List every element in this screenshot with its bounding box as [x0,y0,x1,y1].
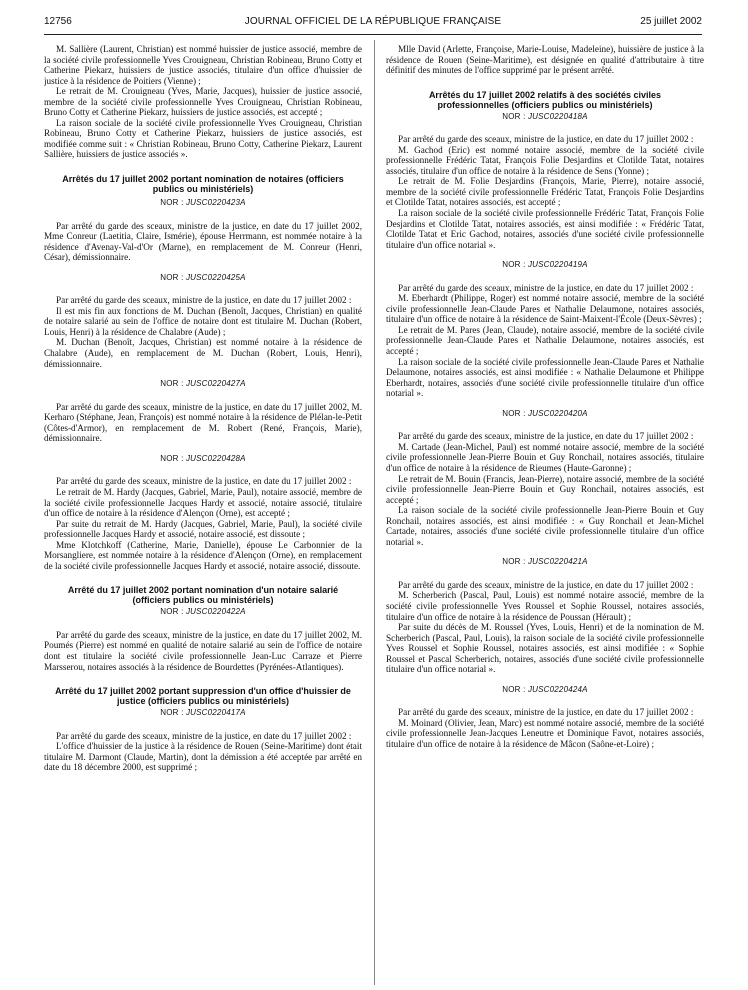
paragraph: Par suite du décès de M. Roussel (Yves, Louis, Henri) et de la nomination de M. Scherberich (Pascal, Paul, Louis), la raison sociale de la société civile professionnelle Yves Roussel et Sophie Roussel, notaires associés, est ainsi modifiée : « Sophie Roussel et Pascal Scherberich, notaires, associés d'une société civile professionnelle titulaire d'un office notarial ». [386,622,704,675]
nor-code: JUSC0220418A [527,111,588,121]
paragraph: M. Eberhardt (Philippe, Roger) est nommé notaire associé, membre de la société civile professionnelle Jean-Claude Pares et Nathalie Delaumone, notaires associés, titulaire d'un office de notaire à la résidence de Saint-Maixent-l'École (Deux-Sèvres) ; [386,293,704,325]
paragraph: Par arrêté du garde des sceaux, ministre de la justice, en date du 17 juillet 2002 : [398,707,694,718]
nor-code: JUSC0220420A [527,408,588,418]
nor-label: NOR : [160,607,184,617]
nor-label: NOR : [160,453,184,463]
nor-code: JUSC0220428A [185,453,246,463]
nor-code: JUSC0220421A [527,557,588,567]
nor-code: JUSC0220427A [185,379,246,389]
nor-code: JUSC0220417A [185,708,246,718]
nor-reference [386,409,704,420]
paragraph: La raison sociale de la société civile professionnelle Jean-Claude Pares et Nathalie Delaumone, notaires associés, est ainsi modifiée : « Nathalie Delaumone et Philippe Eberhardt, notaires, associés d'une société civile professionnelle titulaire d'un office notarial ». [386,356,704,399]
paragraph: La raison sociale de la société civile professionnelle Frédéric Tatat, François Folie Desjardins et Clotilde Tatat, notaires associés, est ainsi modifiée : « Frédéric Tatat, Clotilde Tatat et Eric Gachod, notaires, associés d'une société civile professionnelle titulaire d'un office notarial ». [386,208,704,250]
paragraph: M. Duchan (Benoît, Jacques, Christian) est nommé notaire à la résidence de Chalabre (Aude), en remplacement de M. Duchan (Robert, Louis, Henri), démissionnaire. [44,337,362,369]
nor-reference [386,260,704,271]
paragraph: Le retrait de M. Pares (Jean, Claude), notaire associé, membre de la société civile professionnelle Jean-Claude Pares et Nathalie Delaumone, notaires associés, est accepté ; [386,324,704,357]
paragraph: Par arrêté du garde des sceaux, ministre de la justice, en date du 17 juillet 2002 : [398,431,694,442]
nor-label: NOR : [160,379,184,389]
nor-label: NOR : [160,272,184,282]
paragraph: M. Cartade (Jean-Michel, Paul) est nommé notaire associé, membre de la société civile professionnelle Jean-Pierre Bouin et Guy Ronchail, notaires associés, titulaire d'un office de notaire à la résidence de Rieumes (Haute-Garonne) ; [386,441,704,473]
section-title: Arrêtés du 17 juillet 2002 relatifs à des sociétés civiles professionnelles (officiers publics ou ministériels) [428,89,662,110]
paragraph: La raison sociale de la société civile professionnelle Yves Crouigneau, Christian Robineau, Bruno Cotty et Catherine Piekarz, huissiers de justice associés, est modifiée comme suit : « Christian Robineau, Bruno Cotty, Catherine Piekarz, Laurent Sallière, huissiers de justice associés ». [44,117,362,160]
paragraph: Par arrêté du garde des sceaux, ministre de la justice, en date du 17 juillet 2002, Mme Conreur (Laetitia, Claire, Ismérie), épouse Herrmann, est nommée notaire à la résidence d'Avenay-Val-d'Or (Marne), en remplacement de M. Conreur (Henri, César), démissionnaire. [44,220,362,263]
nor-label: NOR : [502,111,526,121]
right-column [386,44,704,984]
nor-reference [386,557,704,568]
paragraph: M. Sallière (Laurent, Christian) est nommé huissier de justice associé, membre de la société civile professionnelle Yves Crouigneau, Christian Robineau, Bruno Cotty et Catherine Piekarz, huissiers de justice associés, titulaire d'un office d'huissier de justice à la résidence de Poitiers (Vienne) ; [44,44,362,86]
nor-reference [44,198,362,209]
nor-code: JUSC0220422A [185,607,246,617]
nor-code: JUSC0220424A [527,684,588,694]
nor-code: JUSC0220419A [527,260,588,270]
left-column [44,44,362,984]
nor-reference [44,607,362,618]
paragraph: La raison sociale de la société civile professionnelle Jean-Pierre Bouin et Guy Ronchail, notaires associés, est ainsi modifiée : « Guy Ronchail et Jean-Michel Cartade, notaires, associés d'une société civile professionnelle titulaire d'un office notarial ». [386,505,704,547]
paragraph: L'office d'huissier de la justice à la résidence de Rouen (Seine-Maritime) dont était titulaire M. Darmont (Claude, Martin), dont la démission a été acceptée par arrêté en date du 18 décembre 2000, est supprimé ; [44,741,362,773]
paragraph: Il est mis fin aux fonctions de M. Duchan (Benoît, Jacques, Christian) en qualité de notaire salarié au sein de l'office de notaire dont est titulaire M. Duchan (Robert, Louis, Henri) à la résidence de Chalabre (Aude) ; [44,305,362,337]
paragraph: Par arrêté du garde des sceaux, ministre de la justice, en date du 17 juillet 2002, M. Kerharo (Stéphane, Jean, François) est nommé notaire à la résidence de Plélan-le-Petit (Côtes-d'Armor), en remplacement de M. Robert (René, François, Marie), démissionnaire. [44,401,362,444]
journal-title: JOURNAL OFFICIEL DE LA RÉPUBLIQUE FRANÇAISE [244,16,502,27]
nor-code: JUSC0220425A [185,272,246,282]
nor-reference [44,273,362,284]
nor-label: NOR : [502,684,526,694]
nor-label: NOR : [160,198,184,208]
paragraph: M. Scherberich (Pascal, Paul, Louis) est nommé notaire associé, membre de la société civile professionnelle Yves Roussel et Sophie Roussel, notaires associés, titulaire d'un office de notaire à la résidence de Poussan (Hérault) ; [386,590,704,622]
page-header [44,14,702,32]
nor-reference [386,685,704,696]
nor-code: JUSC0220423A [185,198,246,208]
paragraph: Par suite du retrait de M. Hardy (Jacques, Gabriel, Marie, Paul), la société civile professionnelle Jacques Hardy et associé, notaire associé, est dissoute ; [44,518,362,540]
paragraph: Par arrêté du garde des sceaux, ministre de la justice, en date du 17 juillet 2002, M. Poumés (Pierre) est nommé en qualité de notaire salarié au sein de l'office de notaire dont est titulaire la société civile professionnelle Jean-Luc Carraze et Pierre Marsserou, notaires associés à la résidence de Bourdettes (Pyrénées-Atlantiques). [44,629,362,672]
nor-reference [44,708,362,719]
nor-reference [44,379,362,390]
issue-date: 25 juillet 2002 [640,16,702,27]
paragraph: M. Moinard (Olivier, Jean, Marc) est nommé notaire associé, membre de la société civile professionnelle Jean-Jacques Leneutre et Dominique Favot, notaires associés, titulaire d'un office de notaire à la résidence de Mâcon (Saône-et-Loire) ; [386,717,704,749]
paragraph: Le retrait de M. Hardy (Jacques, Gabriel, Marie, Paul), notaire associé, membre de la société civile professionnelle Jacques Hardy et associé, notaire associé, titulaire d'un office de notaire à la résidence d'Alençon (Orne), est accepté ; [44,486,362,519]
paragraph: Par arrêté du garde des sceaux, ministre de la justice, en date du 17 juillet 2002 : [56,295,352,306]
paragraph: Par arrêté du garde des sceaux, ministre de la justice, en date du 17 juillet 2002 : [398,134,694,145]
paragraph: Par arrêté du garde des sceaux, ministre de la justice, en date du 17 juillet 2002 : [56,730,352,741]
paragraph: Par arrêté du garde des sceaux, ministre de la justice, en date du 17 juillet 2002 : [56,476,352,487]
nor-label: NOR : [160,708,184,718]
page-number: 12756 [44,16,72,27]
section-title: Arrêté du 17 juillet 2002 portant suppression d'un office d'huissier de justice (officiers publics ou ministériels) [55,686,351,707]
nor-label: NOR : [502,408,526,418]
nor-label: NOR : [502,260,526,270]
header-rule [44,34,702,35]
section-title: Arrêtés du 17 juillet 2002 portant nomination de notaires (officiers publics ou ministériels) [62,174,344,195]
paragraph: Mlle David (Arlette, Françoise, Marie-Louise, Madeleine), huissière de justice à la résidence de Rouen (Seine-Maritime), est désignée en qualité d'attributaire à titre définitif des minutes de l'office supprimé par le présent arrêté. [386,44,704,76]
paragraph: Par arrêté du garde des sceaux, ministre de la justice, en date du 17 juillet 2002 : [398,579,694,590]
paragraph: Par arrêté du garde des sceaux, ministre de la justice, en date du 17 juillet 2002 : [398,282,694,293]
nor-label: NOR : [502,557,526,567]
paragraph: M. Gachod (Eric) est nommé notaire associé, membre de la société civile professionnelle Frédéric Tatat, François Folie Desjardins et Clotilde Tatat, notaires associés, titulaire d'un office de notaire à la résidence de Sens (Yonne) ; [386,144,704,176]
nor-reference [386,112,704,123]
section-title: Arrêté du 17 juillet 2002 portant nomination d'un notaire salarié (officiers publics ou ministériels) [67,585,339,606]
column-divider [374,40,375,985]
paragraph: Le retrait de M. Crouigneau (Yves, Marie, Jacques), huissier de justice associé, membre de la société civile professionnelle Yves Crouigneau, Christian Robineau, Bruno Cotty et Catherine Piekarz, huissiers de justice associés, est accepté ; [44,86,362,118]
paragraph: Le retrait de M. Folie Desjardins (François, Marie, Pierre), notaire associé, membre de la société civile professionnelle Frédéric Tatat, François Folie Desjardins et Clotilde Tatat, notaires associés, est accepté ; [386,176,704,208]
paragraph: Le retrait de M. Bouin (Francis, Jean-Pierre), notaire associé, membre de la société civile professionnelle Jean-Pierre Bouin et Guy Ronchail, notaires associés, est accepté ; [386,473,704,505]
paragraph: Mme Klotchkoff (Catherine, Marie, Danielle), épouse Le Carbonnier de la Morsangliere, est nommée notaire à la résidence d'Alençon (Orne), en remplacement de la société civile professionnelle Jacques Hardy et associé, notaire associé, dissoute. [44,539,362,571]
nor-reference [44,454,362,465]
